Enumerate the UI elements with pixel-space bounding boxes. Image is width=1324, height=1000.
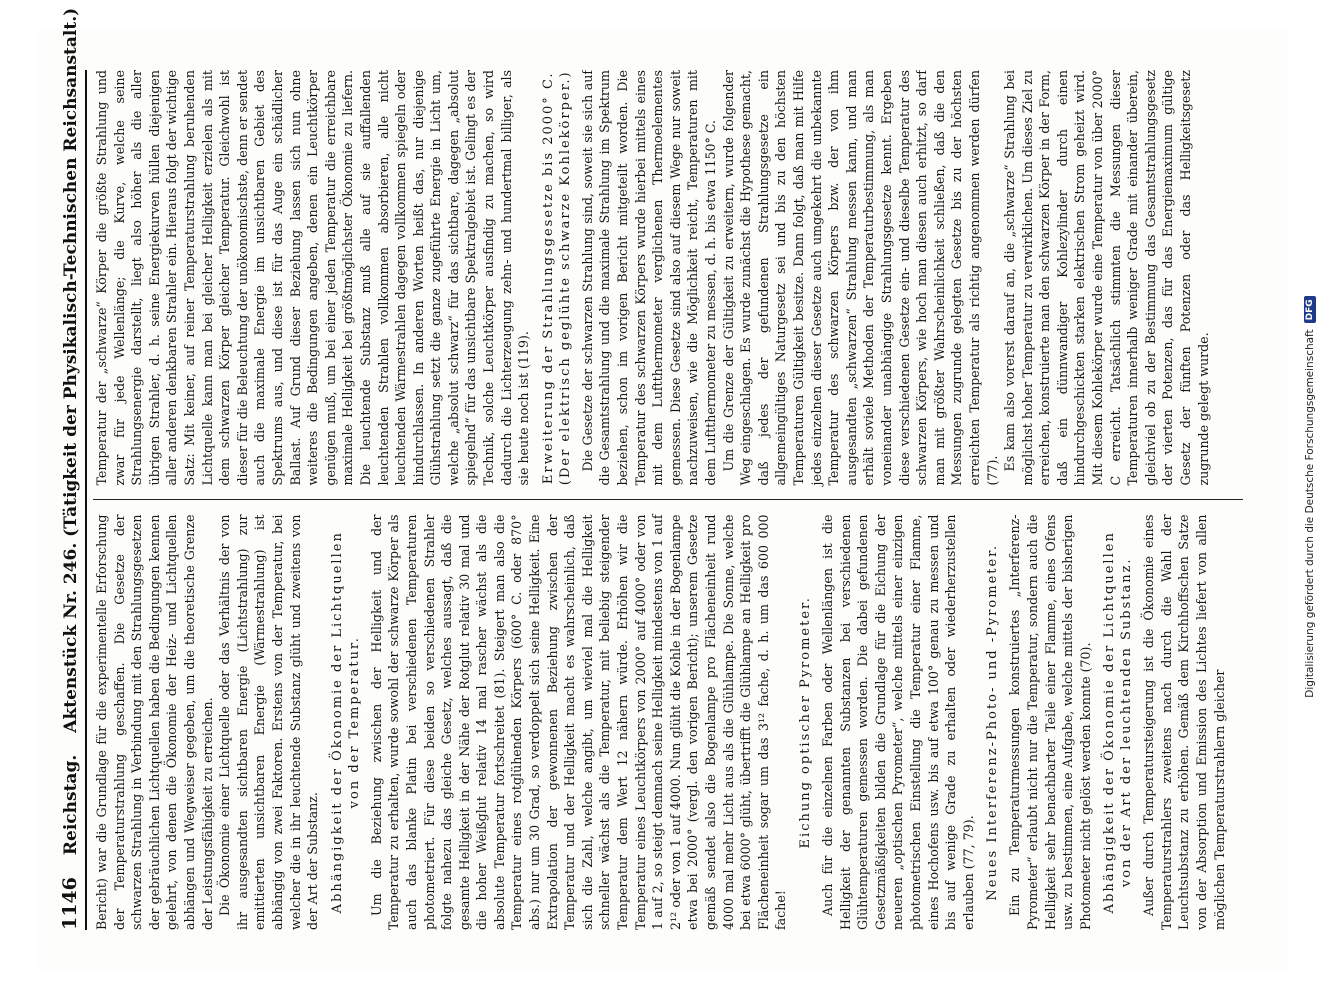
paragraph: Auch für die einzelnen Farben oder Wellenlängen ist die Helligkeit der genannten Substanzen bei verschiedenen Glühtemperaturen gemessen worden. Die dabei gefundenen Gesetzmäßigkeiten bilden die Grundlage für die Eichung der neueren „optischen Pyrometer“, welche mittels einer einzigen photometrischen Einstellung die Temperatur einer Flamme, eines Hochofens usw. bis auf etwa 100° genau zu messen und bis auf wenige Grade zu erhalten oder wiederherzustellen erlauben (77, 79).: [819, 514, 976, 930]
paragraph: Es kam also vorerst darauf an, die „schwarze“ Strahlung bei möglichst hoher Temperatur zu verwirklichen. Um dieses Ziel zu erreichen, konstruierte man den schwarzen Körper in der Form, daß ein dünnwandiger Kohlezylinder durch einen hindurchgeschickten starken elektrischen Strom geheizt wird. Mit diesem Kohlekörper wurde eine Temperatur von über 2000° C erreicht. Tatsächlich stimmten die Messungen dieser Temperaturen innerhalb weniger Grade mit einander überein, gleichviel ob zu der Bestimmung das Gesamtstrahlungsgesetz der vierten Potenzen, das für das Energiemaximum gültige Gesetz der fünften Potenzen oder das Helligkeitsgesetz zugrunde gelegt wurde.: [1002, 70, 1211, 486]
document-page: [37, 7, 1287, 970]
digitization-text: Digitalisierung gefördert durch die Deutsche Forschungsgemeinschaft: [1304, 329, 1316, 698]
paragraph: Um die Grenze der Gültigkeit zu erweitern, wurde folgender Weg eingeschlagen. Es wurde zunächst die Hypothese gemacht, daß jedes der gefundenen Strahlungsgesetze ein allgemeingültiges Naturgesetz sei und bis zu den höchsten Temperaturen Gültigkeit besitze. Dann folgt, daß man mit Hilfe jedes einzelnen dieser Gesetze auch umgekehrt die unbekannte Temperatur des schwarzen Körpers bzw. der von ihm ausgesandten „schwarzen“ Strahlung messen kann, und man erhält soviele Methoden der Temperaturbestimmung, als man voneinander unabhängige Strahlungsgesetze kennt. Ergeben diese verschiedenen Gesetze ein- und dieselbe Temperatur des schwarzen Körpers, wie hoch man diesen auch erhitzt, so darf man mit größter Wahrscheinlichkeit schließen, daß die den Messungen zugrunde gelegten Gesetze bis zu der höchsten erreichten Temperatur als richtig angenommen werden dürfen (77).: [720, 70, 1000, 486]
paragraph: Bericht) war die Grundlage für die experimentelle Erforschung der Temperaturstrahlung geschaffen. Die Gesetze der schwarzen Strahlung in Verbindung mit den Strahlungsgesetzen der gebräuchlichen Lichtquellen haben die Bedingungen kennen gelehrt, von denen die Ökonomie der Heiz- und Lichtquellen abhängen und Wegweiser gegeben, um die theoretische Grenze der Leistungsfähigkeit zu erreichen.: [94, 514, 215, 930]
paragraph: Um die Beziehung zwischen der Helligkeit und der Temperatur zu erhalten, wurde sowohl der schwarze Körper als auch das blanke Platin bei verschiedenen Temperaturen photometriert. Für diese beiden so verschiedenen Strahler folgte nahezu das gleiche Gesetz, welches aussagt, daß die gesamte Helligkeit in der Nähe der Rotglut relativ 30 mal und die hoher Weißglut relativ 14 mal rascher wächst als die absolute Temperatur fortschreitet (81). Steigert man also die Temperatur eines rotglühenden Körpers (600° C. oder 870° abs.) nur um 30 Grad, so verdoppelt sich seine Helligkeit. Eine Extrapolation der gewonnenen Beziehung zwischen der Temperatur und der Helligkeit macht es wahrscheinlich, daß sich die Zahl, welche angibt, um wieviel mal die Helligkeit schneller wächst als die Temperatur, mit beliebig steigender Temperatur dem Wert 12 nähern würde. Erhöhen wir die Temperatur eines Leuchtkörpers von 2000° auf 4000° oder von 1 auf 2, so steigt demnach seine Helligkeit mindestens von 1 auf 2¹² oder von 1 auf 4000. Nun glüht die Kohle in der Bogenlampe etwa bei 2000° (vergl. den vorigen Bericht); unserem Gesetze gemäß sendet also die Bogenlampe pro Flächeneinheit rund 4000 mal mehr Licht aus als die Glühlampe. Die Sonne, welche bei etwa 6000° glüht, übertrifft die Glühlampe an Helligkeit pro Flächeneinheit sogar um das 3¹² fache, d. h. um das 600 000 fache!: [368, 514, 789, 930]
column-divider: [93, 500, 1243, 501]
section-heading: Erweiterung der Strahlungsgesetze bis 2000° C. (Der elektrisch geglühte schwarze Kohlekörper.): [540, 70, 573, 486]
paragraph: Die Gesetze der schwarzen Strahlung sind, soweit sie sich auf die Gesamtstrahlung und die maximale Strahlung im Spektrum beziehen, schon im vorigen Bericht mitgeteilt worden. Die Temperatur des schwarzen Körpers wurde hierbei mittels eines mit dem Luftthermometer verglichenen Thermoelementes gemessen. Diese Gesetze sind also auf diesem Wege nur soweit nachzuweisen, wie die Möglichkeit reicht, Temperaturen mit dem Luftthermometer zu messen, d. h. bis etwa 1150° C.: [579, 70, 718, 486]
paragraph: Temperatur der „schwarze“ Körper die größte Strahlung und zwar für jede Wellenlänge; die Kurve, welche seine Strahlungsenergie darstellt, liegt also höher als die aller übrigen Strahler, d. h. seine Energiekurven hüllen diejenigen aller anderen denkbaren Strahler ein. Hieraus folgt der wichtige Satz: Mit keiner, auf reiner Temperaturstrahlung beruhenden Lichtquelle kann man bei gleicher Helligkeit erzielen als mit dem schwarzen Körper gleicher Temperatur. Gleichwohl ist dieser für die Beleuchtung der unökonomischste, denn er sendet auch die maximale Energie im unsichtbaren Gebiet des Spektrums aus, und diese ist für das Auge ein schädlicher Ballast. Auf Grund dieser Beziehung lassen sich nun ohne weiteres die Bedingungen angeben, denen ein Leuchtkörper genügen muß, um bei einer jeden Temperatur die erreichbare maximale Helligkeit bei größtmöglichster Ökonomie zu liefern. Die leuchtende Substanz muß alle auf sie auffallenden leuchtenden Strahlen vollkommen absorbieren, alle nicht leuchtenden Wärmestrahlen dagegen vollkommen spiegeln oder hindurchlassen. In anderen Worten heißt das, nur diejenige Glühstrahlung setzt die ganze zugeführte Energie in Licht um, welche „absolut schwarz“ für das sichtbare, dagegen „absolut spiegelnd“ für das unsichtbare Spektralgebiet ist. Gelingt es der Technik, solche Leuchtkörper ausfindig zu machen, so wird dadurch die Lichterzeugung zehn- und hundertmal billiger, als sie heute noch ist (119).: [94, 70, 532, 486]
section-heading: Abhängigkeit der Ökonomie der Lichtquellen von der Temperatur.: [329, 531, 362, 914]
page-number: 1146: [59, 877, 81, 930]
header-title: Aktenstück Nr. 246. (Tätigkeit der Physikalisch-Technischen Reichsanstalt.): [61, 7, 81, 733]
section-heading: Abhängigkeit der Ökonomie der Lichtquellen von der Art der leuchtenden Substanz.: [1102, 531, 1135, 914]
section-heading: Neues Interferenz-Photo- und -Pyrometer.: [985, 543, 1001, 901]
page-header: [59, 7, 81, 930]
paragraph: Ein zu Temperaturmessungen konstruiertes „Interferenz-Pyrometer“ erlaubt nicht nur die Temperatur, sondern auch die Helligkeit sehr benachbarter Teile einer Flamme, eines Ofens usw. zu bestimmen, eine Aufgabe, welche mittels der bisherigen Photometer nicht gelöst werden konnte (70).: [1007, 514, 1093, 930]
dfg-logo: DFG: [1304, 296, 1316, 323]
text-column-left: [93, 501, 1243, 931]
digitization-note: [1300, 0, 1320, 1000]
paragraph: Die Ökonomie einer Lichtquelle oder das Verhältnis der von ihr ausgesandten sichtbaren Energie (Lichtstrahlung) zur emittierten unsichtbaren Energie (Wärmestrahlung) ist abhängig von zwei Faktoren. Erstens von der Temperatur, bei welcher die in ihr leuchtende Substanz glüht und zweitens von der Art der Substanz.: [217, 514, 321, 930]
text-column-right: [93, 70, 1243, 500]
paragraph: Außer durch Temperatursteigerung ist die Ökonomie eines Temperaturstrahlers zweitens nach durch die Wahl der Leuchtsubstanz zu erhöhen. Gemäß dem Kirchhoffschen Satze von der Absorption und Emission des Lichtes liefert von allen möglichen Temperaturstrahlern gleicher: [1141, 514, 1227, 930]
header-rule: [85, 70, 87, 930]
text-columns: [93, 70, 1243, 930]
section-heading: Eichung optischer Pyrometer.: [797, 596, 813, 849]
header-left: Reichstag.: [61, 754, 81, 856]
